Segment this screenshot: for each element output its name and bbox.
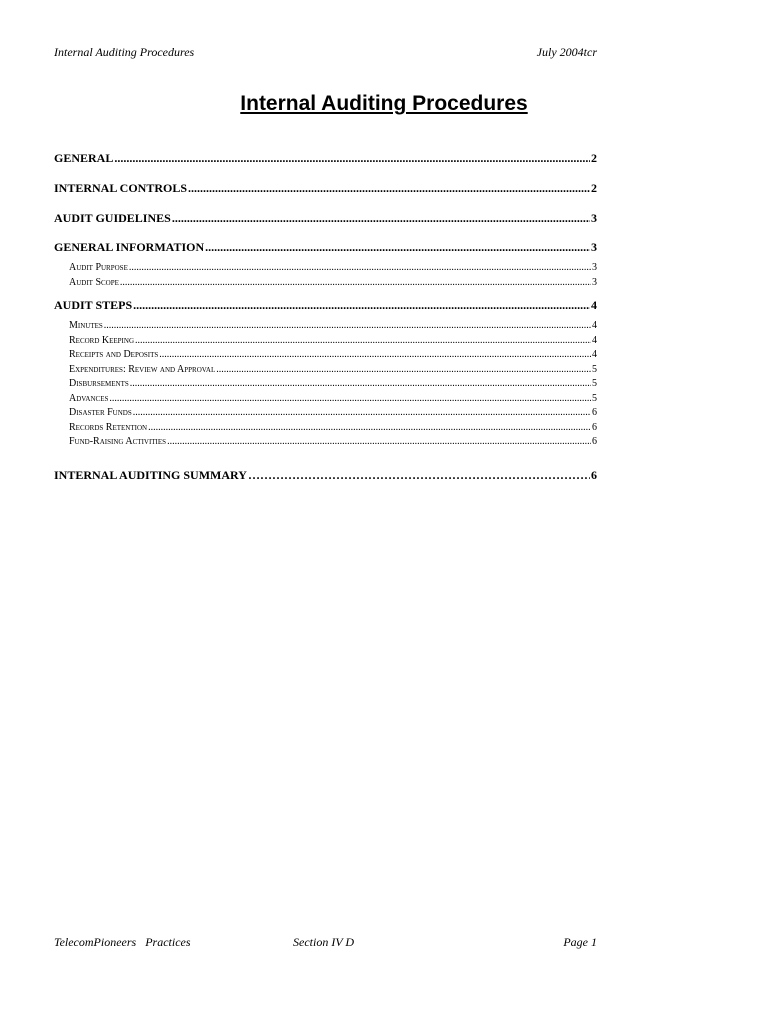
footer-page-number: Page 1 <box>563 935 597 949</box>
toc-entry-advances[interactable] <box>54 392 597 407</box>
toc-entry-audit-purpose[interactable] <box>54 261 597 276</box>
toc-page-number: 3 <box>591 240 597 254</box>
toc-entry-general-information[interactable] <box>54 239 597 255</box>
toc-dot-leader <box>104 319 591 333</box>
toc-entry-expenditures-review-and-approval[interactable] <box>54 363 597 378</box>
toc-dot-leader <box>216 363 591 377</box>
toc-dot-leader <box>188 180 590 196</box>
toc-page-number: 4 <box>592 349 597 360</box>
page-title: Internal Auditing Procedures <box>240 92 528 115</box>
footer-section: Section IV D <box>293 935 355 949</box>
toc-dot-leader <box>120 276 591 290</box>
running-header <box>54 44 597 60</box>
toc-page-number: 6 <box>591 467 597 482</box>
toc-entry-record-keeping[interactable] <box>54 334 597 349</box>
toc-dot-leader <box>159 348 591 362</box>
toc-entry-audit-steps[interactable] <box>54 297 597 313</box>
toc-entry-label: Disbursements <box>69 378 129 389</box>
toc-entry-disbursements[interactable] <box>54 377 597 392</box>
toc-page-number: 4 <box>592 320 597 331</box>
toc-entry-records-retention[interactable] <box>54 421 597 436</box>
toc-page-number: 5 <box>592 392 597 404</box>
toc-entry-disaster-funds[interactable] <box>54 406 597 421</box>
toc-entry-label: Advances <box>69 392 109 404</box>
toc-dot-leader <box>135 334 591 348</box>
toc-page-number: 5 <box>592 363 597 375</box>
toc-page-number: 4 <box>592 334 597 346</box>
toc-dot-leader <box>167 435 591 449</box>
toc-dot-leader <box>129 261 591 275</box>
toc-entry-internal-auditing-summary[interactable] <box>54 467 597 483</box>
toc-entry-label: Audit Purpose <box>69 262 128 273</box>
toc-page-number: 3 <box>592 262 597 273</box>
toc-entry-fund-raising-activities[interactable] <box>54 435 597 450</box>
toc-entry-audit-guidelines[interactable] <box>54 210 597 226</box>
toc-page-number: 2 <box>591 151 597 165</box>
toc-entry-label: GENERAL <box>54 151 114 165</box>
toc-dot-leader <box>130 377 591 391</box>
toc-dot-leader <box>133 406 591 420</box>
toc-entry-label: GENERAL INFORMATION <box>54 240 205 254</box>
toc-page-number: 2 <box>591 181 597 195</box>
toc-dot-leader <box>148 421 591 435</box>
toc-dot-leader <box>133 297 590 313</box>
toc-page-number: 4 <box>591 298 597 312</box>
header-document-title: Internal Auditing Procedures <box>54 45 195 59</box>
toc-entry-label: Record Keeping <box>69 334 135 346</box>
toc-dot-leader <box>172 210 590 226</box>
toc-entry-label: Expenditures: Review and Approval <box>69 363 216 375</box>
toc-entry-label: Records Retention <box>69 421 148 433</box>
table-of-contents <box>54 150 597 483</box>
toc-entry-label: Audit Scope <box>69 276 119 288</box>
toc-dot-leader <box>248 467 590 483</box>
toc-page-number: 3 <box>591 211 597 225</box>
toc-entry-label: Fund-Raising Activities <box>69 436 167 447</box>
header-date: July 2004tcr <box>536 45 597 59</box>
toc-page-number: 6 <box>592 407 597 418</box>
toc-page-number: 5 <box>592 378 597 389</box>
toc-entry-receipts-and-deposits[interactable] <box>54 348 597 363</box>
toc-page-number: 3 <box>592 276 597 288</box>
toc-entry-label: INTERNAL CONTROLS <box>54 181 188 195</box>
toc-page-number: 6 <box>592 421 597 433</box>
toc-entry-audit-scope[interactable] <box>54 276 597 291</box>
toc-entry-minutes[interactable] <box>54 319 597 334</box>
toc-entry-label: Receipts and Deposits <box>69 349 159 360</box>
toc-entry-internal-controls[interactable] <box>54 180 597 196</box>
toc-entry-label: Disaster Funds <box>69 407 132 418</box>
toc-page-number: 6 <box>592 436 597 447</box>
footer-organization: TelecomPioneers Practices <box>54 935 191 949</box>
toc-entry-general[interactable] <box>54 150 597 166</box>
toc-entry-label: AUDIT GUIDELINES <box>54 211 171 225</box>
toc-dot-leader <box>109 392 591 406</box>
toc-entry-label: AUDIT STEPS <box>54 298 133 312</box>
toc-entry-label: INTERNAL AUDITING SUMMARY <box>54 467 247 482</box>
toc-entry-label: Minutes <box>69 320 103 331</box>
toc-dot-leader <box>114 150 590 166</box>
toc-dot-leader <box>205 239 590 255</box>
